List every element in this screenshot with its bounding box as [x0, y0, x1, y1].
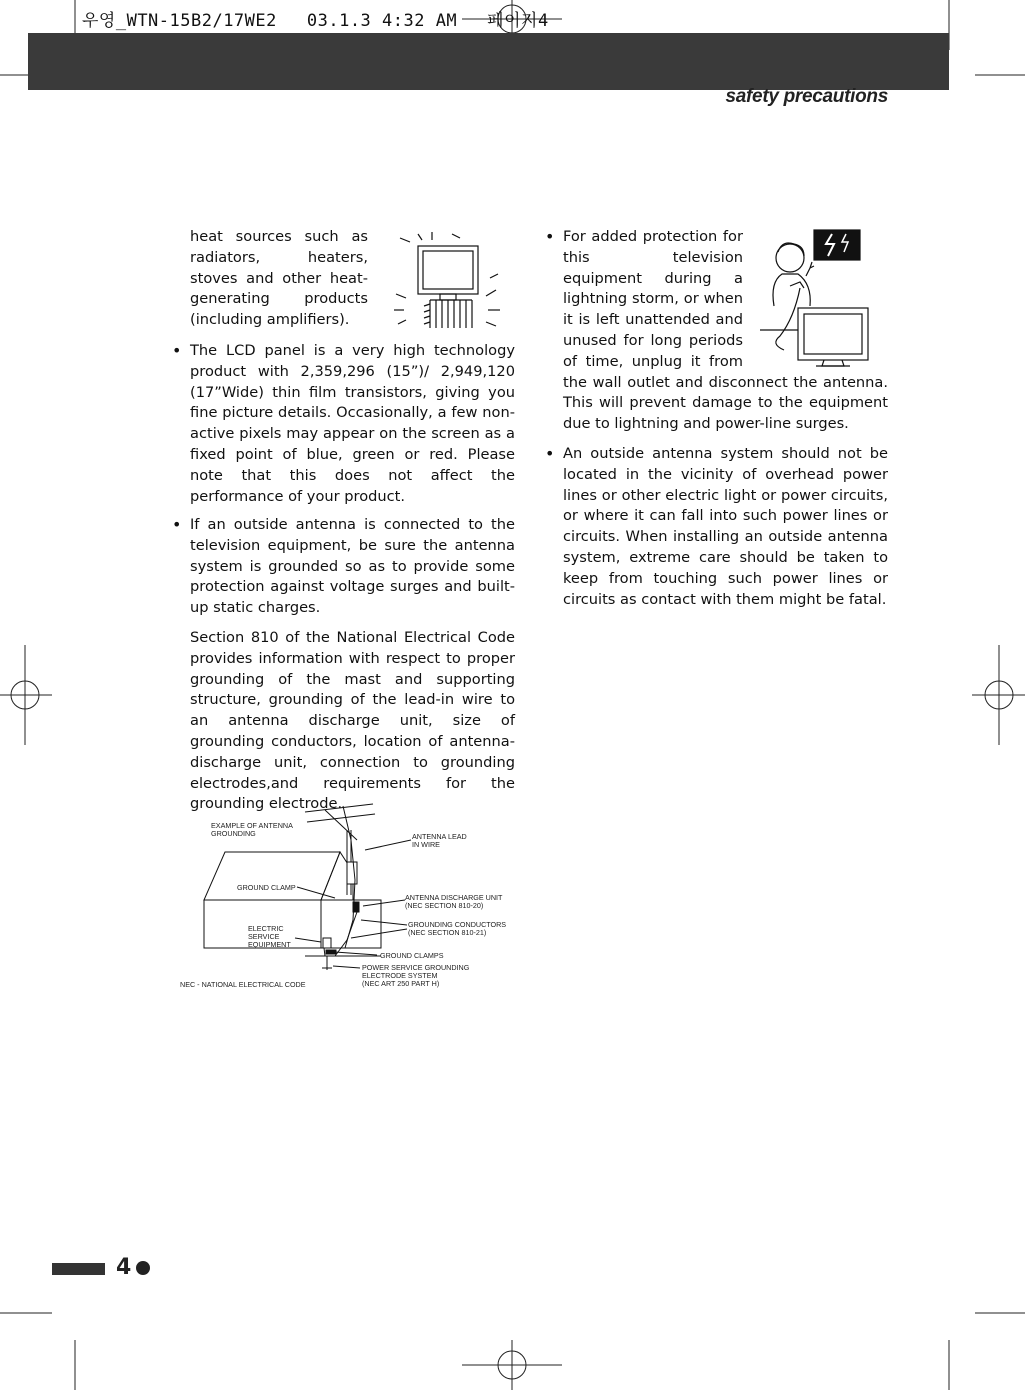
- antenna-lead-label-1: ANTENNA LEAD: [412, 832, 467, 841]
- page-number: 4: [116, 1255, 132, 1280]
- section-title: safety precautions: [725, 86, 888, 107]
- lightning-storm-content: For added protection for this television equipment during a lightning storm, or when it is left unattended and unused for long periods of time, unplug it from the wall outlet and disconnect the antenna. This will prevent damage to the equipment due to lightning and power-line surges.: [563, 228, 888, 433]
- antenna-ground-bullet: • If an outside antenna is connected to the television equipment, be sure the antenna system is grounded so as to provide some protection against voltage surges and built-up static charges.: [190, 515, 515, 619]
- lightning-storm-text: [563, 227, 888, 435]
- electric-service-label-1: ELECTRIC: [248, 924, 284, 933]
- conductors-label-2: (NEC SECTION 810-21): [408, 928, 487, 937]
- page-number-dot: [136, 1261, 150, 1275]
- ground-clamp-label: GROUND CLAMP: [237, 883, 296, 892]
- electrode-label-3: (NEC ART 250 PART H): [362, 979, 440, 988]
- electrode-label-1: POWER SERVICE GROUNDING: [362, 963, 470, 972]
- electric-service-label-2: SERVICE: [248, 932, 280, 941]
- nec-section-810-text: Section 810 of the National Electrical Code provides information with respect to proper grounding of the mast and supporting structure, grounding of the lead-in wire to an antenna discharge unit, size of grounding conductors, location of antenna-discharge unit, connection to grounding electrodes,and requirements for the grounding electrode.: [190, 629, 515, 813]
- nec-note: NEC - NATIONAL ELECTRICAL CODE: [180, 980, 306, 989]
- discharge-unit-label-1: ANTENNA DISCHARGE UNIT: [405, 893, 503, 902]
- illustration-spacer: [743, 227, 888, 372]
- antenna-grounding-diagram: [175, 800, 520, 995]
- ground-clamps-label: GROUND CLAMPS: [380, 951, 444, 960]
- discharge-unit-label-2: (NEC SECTION 810-20): [405, 901, 484, 910]
- file-timestamp: 03.1.3 4:32 AM: [306, 11, 458, 31]
- electrode-label-2: ELECTRODE SYSTEM: [362, 971, 438, 980]
- file-page-label: 페이지4: [487, 11, 549, 31]
- header-bar: [28, 33, 949, 90]
- diagram-title-1: EXAMPLE OF ANTENNA: [211, 821, 293, 830]
- power-lines-bullet: • An outside antenna system should not be located in the vicinity of overhead power lines or other electric light or power circuits, or where it can fall into such power lines or circuits. When installing an outside antenna system, extreme care should be taken to keep from touching such power lines or circuits as contact with them might be fatal.: [563, 444, 888, 610]
- lightning-storm-bullet-block: [563, 227, 888, 435]
- diagram-title-2: GROUNDING: [211, 829, 256, 838]
- heat-sources-text: heat sources such as radiators, heaters, stoves and other heat-generating products (including amplifiers).: [190, 228, 368, 329]
- conductors-label-1: GROUNDING CONDUCTORS: [408, 920, 507, 929]
- file-name: 우영_WTN-15B2/17WE2: [82, 11, 277, 31]
- antenna-lead-label-2: IN WIRE: [412, 840, 440, 849]
- page-number-bar: [52, 1263, 105, 1275]
- file-header: [82, 6, 549, 31]
- heater-tv-illustration: [390, 228, 518, 332]
- electric-service-label-3: EQUIPMENT: [248, 940, 291, 949]
- lcd-panel-bullet: • The LCD panel is a very high technology product with 2,359,296 (15”)/ 2,949,120 (17”Wide) thin film transistors, giving you fine picture details. Occasionally, a few non-active pixels may appear on the screen as a fixed point of blue, green or red. Please note that this does not affect the performance of your product.: [190, 341, 515, 507]
